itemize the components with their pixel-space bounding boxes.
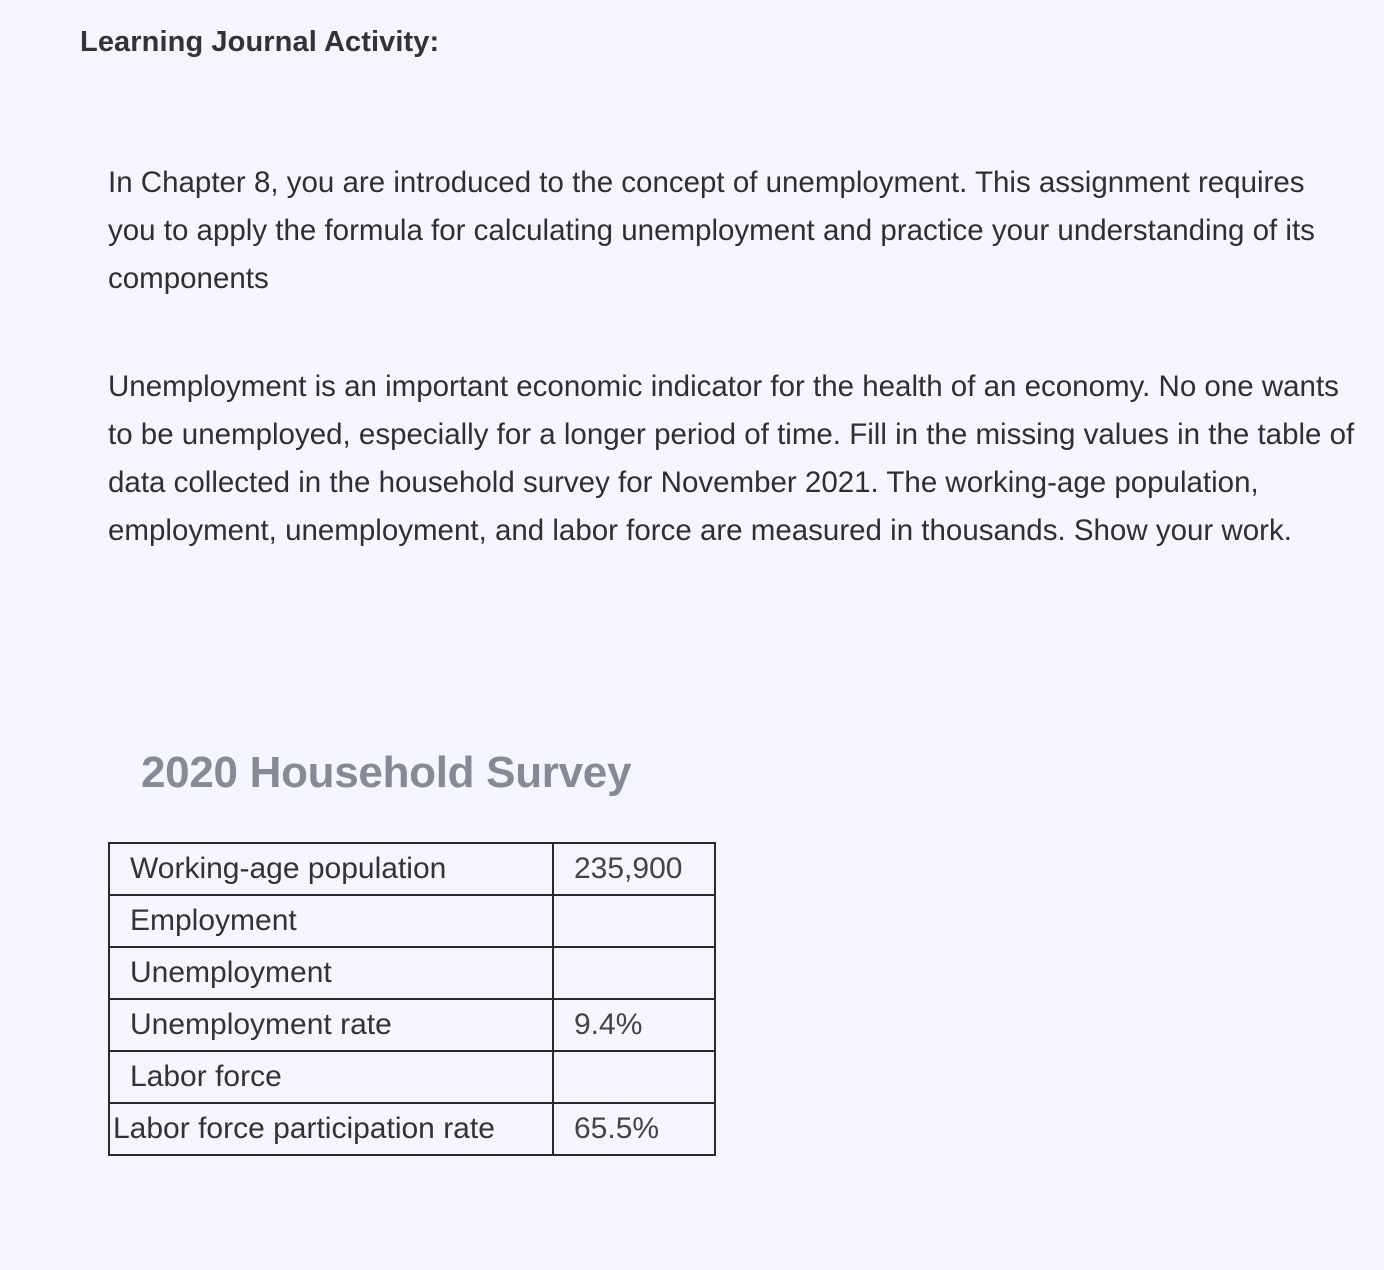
row-label: Employment xyxy=(109,895,553,947)
table-row xyxy=(109,843,715,895)
table-row xyxy=(109,1051,715,1103)
row-label: Unemployment xyxy=(109,947,553,999)
row-value: 235,900 xyxy=(553,843,715,895)
table-row xyxy=(109,1103,715,1155)
table-row xyxy=(109,999,715,1051)
row-value: 65.5% xyxy=(553,1103,715,1155)
instructions-paragraph: Unemployment is an important economic indicator for the health of an economy. No one wants to be unemployed, especially for a longer period of time. Fill in the missing values in the table of data collected in the household survey for November 2021. The working-age population, employment, unemployment, and labor force are measured in thousands. Show your work. xyxy=(108,370,1355,547)
row-value xyxy=(553,895,715,947)
row-value: 9.4% xyxy=(553,999,715,1051)
row-label: Working-age population xyxy=(109,843,553,895)
row-label: Labor force xyxy=(109,1051,553,1103)
intro-paragraph: In Chapter 8, you are introduced to the concept of unemployment. This assignment requires you to apply the formula for calculating unemployment and practice your understanding of its components xyxy=(108,166,1315,295)
row-value xyxy=(553,1051,715,1103)
table-row xyxy=(109,947,715,999)
page-heading: Learning Journal Activity: xyxy=(80,26,440,58)
row-label: Unemployment rate xyxy=(109,999,553,1051)
survey-title: 2020 Household Survey xyxy=(141,748,632,797)
table-row xyxy=(109,895,715,947)
survey-table xyxy=(108,842,716,1156)
row-value xyxy=(553,947,715,999)
row-label: Labor force participation rate xyxy=(109,1103,553,1155)
